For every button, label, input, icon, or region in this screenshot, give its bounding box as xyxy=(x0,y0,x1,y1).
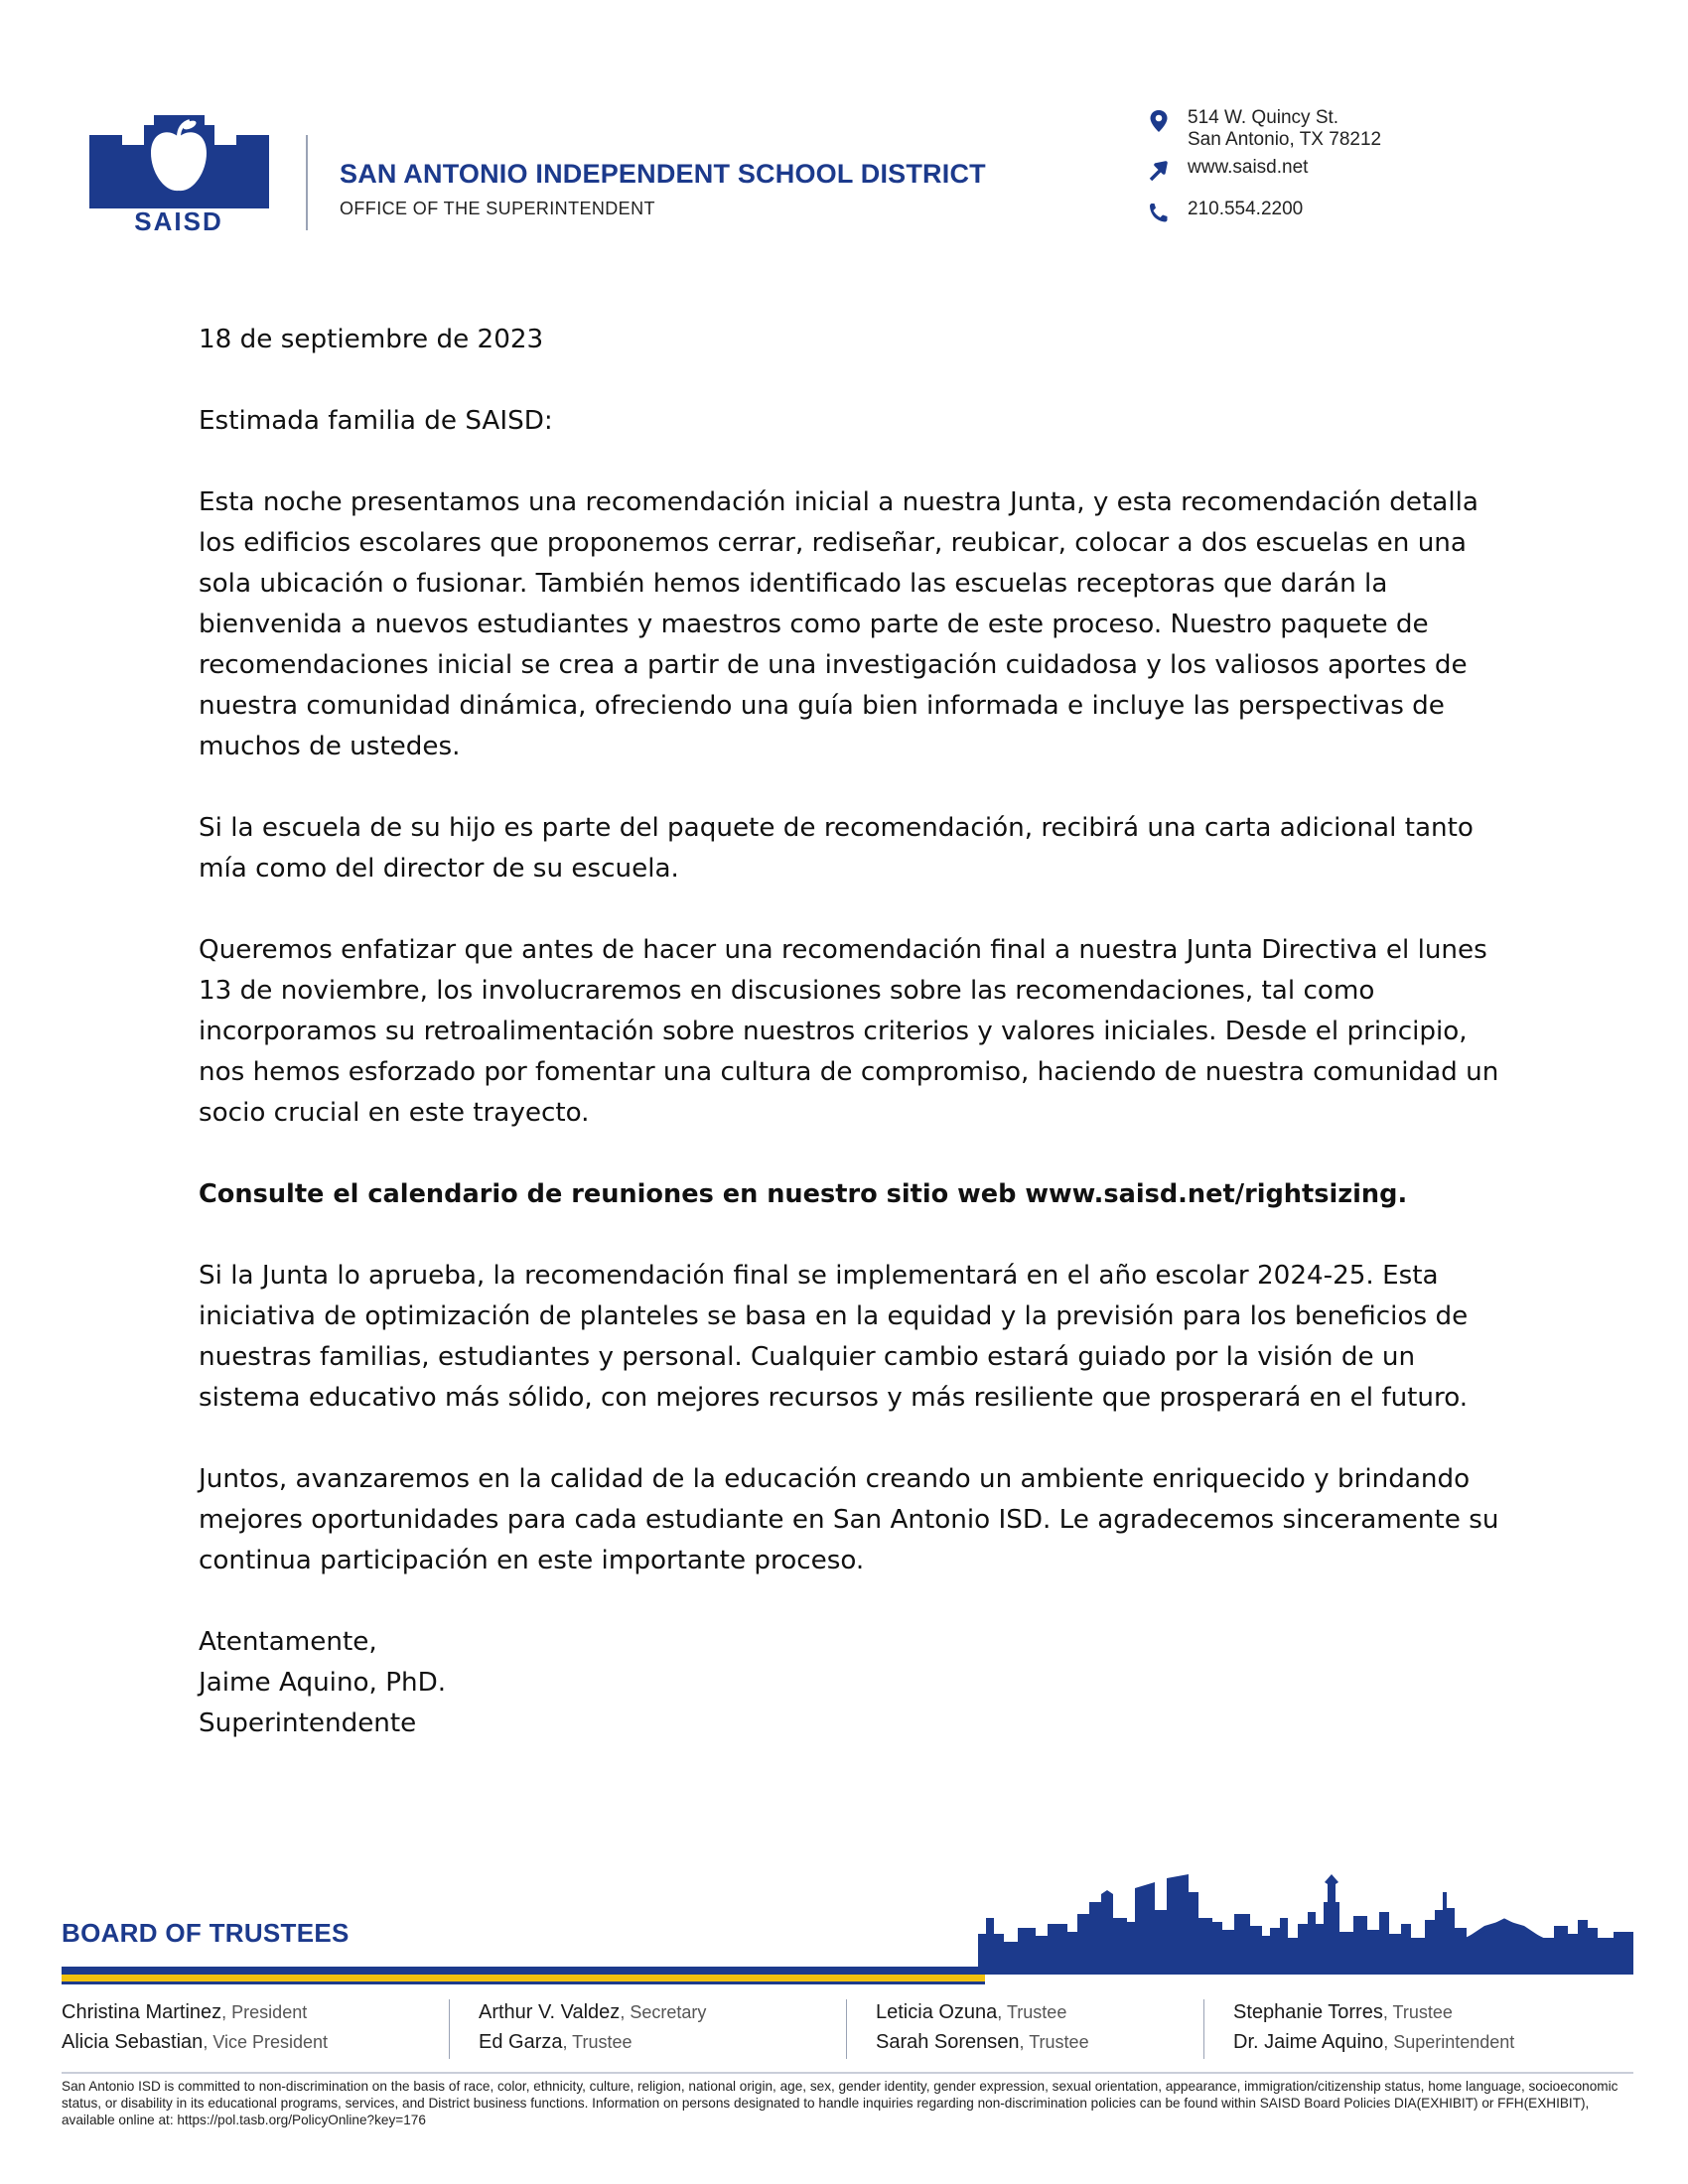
trustee-role: , Superintendent xyxy=(1383,2032,1515,2052)
letter-signature xyxy=(199,1622,1509,1744)
district-name: SAN ANTONIO INDEPENDENT SCHOOL DISTRICT xyxy=(340,159,986,189)
trustee-name: Sarah Sorensen xyxy=(876,2031,1020,2053)
trustee-role: , Trustee xyxy=(562,2032,633,2052)
trustee-entry xyxy=(876,1997,1089,2027)
signer-title: Superintendente xyxy=(199,1708,417,1738)
footer-bar-blue-thin xyxy=(62,1981,985,1984)
footer-bar-gold xyxy=(62,1975,985,1981)
trustee-role: , President xyxy=(221,2002,308,2022)
trustee-name: Leticia Ozuna xyxy=(876,2001,998,2023)
letter-paragraph: Esta noche presentamos una recomendación inicial a nuestra Junta, y esta recomendación detalla los edificios escolares que proponemos cerrar, rediseñar, reubicar, colocar a dos escuelas en una sola ubicación o fusionar. También hemos identificado las escuelas receptoras que darán la bienvenida a nuevos estudiantes y maestros como parte de este proceso. Nuestro paquete de recomendaciones inicial se crea a partir de una investigación cuidadosa y los valiosos aportes de nuestra comunidad dinámica, ofreciendo una guía bien informada e incluye las perspectivas de muchos de ustedes. xyxy=(199,487,1478,761)
column-divider xyxy=(846,1999,847,2059)
trustee-role: , Secretary xyxy=(620,2002,707,2022)
trustee-role: , Trustee xyxy=(997,2002,1067,2022)
trustee-name: Arthur V. Valdez xyxy=(479,2001,621,2023)
board-of-trustees-title: BOARD OF TRUSTEES xyxy=(62,1918,350,1948)
trustee-role: , Trustee xyxy=(1382,2002,1453,2022)
meeting-calendar-note: Consulte el calendario de reuniones en nuestro sitio web www.saisd.net/rightsizing. xyxy=(199,1179,1408,1209)
trustee-column xyxy=(1233,1997,1514,2057)
column-divider xyxy=(449,1999,450,2059)
contact-phone xyxy=(1188,199,1303,220)
signer-name: Jaime Aquino, PhD. xyxy=(199,1668,447,1698)
trustee-name: Christina Martinez xyxy=(62,2001,222,2023)
trustee-name: Alicia Sebastian xyxy=(62,2031,204,2053)
phone-icon xyxy=(1148,201,1170,224)
trustee-entry xyxy=(479,2027,706,2057)
header-divider xyxy=(306,135,308,230)
trustee-role: , Vice President xyxy=(203,2032,329,2052)
trustee-column xyxy=(876,1997,1089,2057)
letter-paragraph: Si la Junta lo aprueba, la recomendación final se implementará en el año escolar 2024-25. Esta iniciativa de optimización de planteles se basa en la equidad y la previsión para los beneficios de nuestras familias, estudiantes y personal. Cualquier cambio estará guiado por la visión de un sistema educativo más sólido, con mejores recursos y más resiliente que prosperará en el futuro. xyxy=(199,1261,1469,1413)
trustee-name: Stephanie Torres xyxy=(1233,2001,1383,2023)
location-pin-icon xyxy=(1148,109,1170,133)
non-discrimination-disclaimer: San Antonio ISD is committed to non-discrimination on the basis of race, color, ethnicity, culture, religion, national origin, age, sex, gender identity, gender expression, sexual orientation, appearance, immigration/citizenship status, home language, socioeconomic status, or disability in its educational programs, services, and District business functions. Information on persons designated to handle inquiries regarding non-discrimination policies can be found within SAISD Board Policies DIA(EXHIBIT) or FFH(EXHIBIT), available online at: https://pol.tasb.org/PolicyOnline?key=176 xyxy=(62,2079,1618,2127)
trustee-name: Ed Garza xyxy=(479,2031,563,2053)
website-link[interactable]: www.saisd.net xyxy=(1188,157,1309,178)
closing: Atentamente, xyxy=(199,1627,377,1657)
footer-bar-blue xyxy=(62,1967,1633,1975)
trustee-entry xyxy=(1233,2027,1514,2057)
trustee-entry xyxy=(62,1997,328,2027)
address-line1: 514 W. Quincy St. xyxy=(1188,107,1339,128)
column-divider xyxy=(1203,1999,1204,2059)
city-skyline-graphic xyxy=(978,1862,1633,1972)
contact-address xyxy=(1188,107,1382,150)
arrow-link-icon xyxy=(1148,159,1170,183)
letter-salutation: Estimada familia de SAISD: xyxy=(199,406,553,436)
svg-text:SAISD: SAISD xyxy=(134,206,223,232)
office-name: OFFICE OF THE SUPERINTENDENT xyxy=(340,199,655,218)
trustee-entry xyxy=(876,2027,1089,2057)
saisd-logo xyxy=(87,103,271,232)
footer-rule xyxy=(62,2072,1633,2074)
address-line2: San Antonio, TX 78212 xyxy=(1188,129,1382,150)
trustee-name: Dr. Jaime Aquino xyxy=(1233,2031,1384,2053)
trustee-entry xyxy=(62,2027,328,2057)
letter-paragraph: Queremos enfatizar que antes de hacer una recomendación final a nuestra Junta Directiva el lunes 13 de noviembre, los involucraremos en discusiones sobre las recomendaciones, tal como incorporamos su retroalimentación sobre nuestros criterios y valores iniciales. Desde el principio, nos hemos esforzado por fomentar una cultura de compromiso, haciendo de nuestra comunidad un socio crucial en este trayecto. xyxy=(199,935,1499,1128)
letter-paragraph: Si la escuela de su hijo es parte del paquete de recomendación, recibirá una carta adicional tanto mía como del director de su escuela. xyxy=(199,813,1474,884)
letter-paragraph: Juntos, avanzaremos en la calidad de la educación creando un ambiente enriquecido y brindando mejores oportunidades para cada estudiante en San Antonio ISD. Le agradecemos sinceramente su continua participación en este importante proceso. xyxy=(199,1464,1499,1575)
letter-body xyxy=(199,320,1509,1785)
trustee-column xyxy=(479,1997,706,2057)
letter-date: 18 de septiembre de 2023 xyxy=(199,325,544,354)
phone-number: 210.554.2200 xyxy=(1188,199,1304,219)
trustee-entry xyxy=(1233,1997,1514,2027)
trustee-entry xyxy=(479,1997,706,2027)
contact-website[interactable] xyxy=(1188,157,1308,179)
trustee-role: , Trustee xyxy=(1019,2032,1089,2052)
trustee-column xyxy=(62,1997,328,2057)
